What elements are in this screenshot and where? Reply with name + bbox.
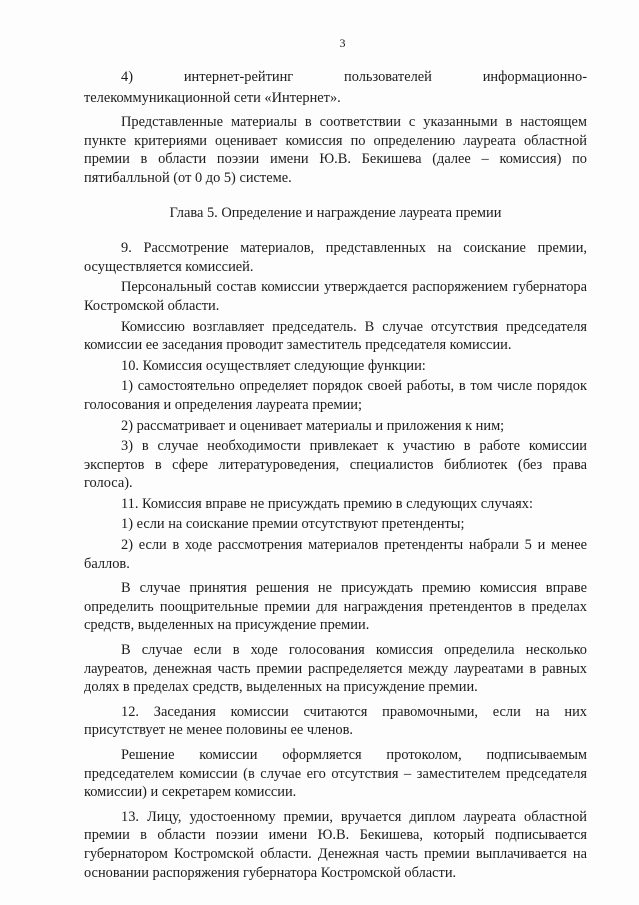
function-item-3: 3) в случае необходимости привлекает к участию в работе комиссии экспертов в сфере литературоведения, специалистов библиотек (без права голоса). xyxy=(84,438,587,492)
incentive-prizes-paragraph: В случае принятия решения не присуждать премию комиссия вправе определить поощрительные премии для награждения претендентов в пределах средств, выделенных на присуждение премии. xyxy=(84,580,587,634)
decision-protocol-paragraph: Решение комиссии оформляется протоколом, подписываемым председателем комиссии (в случае его отсутствия – заместителем председателя комиссии) и секретарем комиссии. xyxy=(84,747,587,801)
paragraph-11: 11. Комиссия вправе не присуждать премию в следующих случаях: xyxy=(121,495,533,512)
paragraph-13: 13. Лицу, удостоенному премии, вручается диплом лауреата областной премии в области поэзии имени Ю.В. Бекишева, который подписывается губернатором Костромской области. Денежная часть премии выплачивается на основании распоряжения губернатора Костромской области. xyxy=(84,808,587,881)
function-item-2: 2) рассматривает и оценивает материалы и приложения к ним; xyxy=(121,417,505,434)
criterion-item-4-continuation: телекоммуникационной сети «Интернет». xyxy=(84,89,341,106)
chapter-heading: Глава 5. Определение и награждение лауреата премии xyxy=(169,204,502,221)
refusal-case-1: 1) если на соискание премии отсутствуют претенденты; xyxy=(121,516,465,533)
paragraph-9: 9. Рассмотрение материалов, представленных на соискание премии, осуществляется комиссией. xyxy=(84,240,587,275)
refusal-case-2: 2) если в ходе рассмотрения материалов претенденты набрали 5 и менее баллов. xyxy=(84,537,587,572)
commission-composition-paragraph: Персональный состав комиссии утверждается распоряжением губернатора Костромской области. xyxy=(84,279,587,314)
function-item-1: 1) самостоятельно определяет порядок своей работы, в том числе порядок голосования и определения лауреата премии; xyxy=(84,378,587,413)
criterion-item-4: 4) интернет-рейтинг пользователей информационно- xyxy=(121,69,587,85)
multiple-laureates-paragraph: В случае если в ходе голосования комиссия определила несколько лауреатов, денежная часть премии распределяется между лауреатами в равных долях в пределах средств, выделенных на присуждение премии. xyxy=(84,642,587,696)
assessment-paragraph: Представленные материалы в соответствии с указанными в настоящем пункте критериями оценивает комиссия по определению лауреата областной премии в области поэзии имени Ю.В. Бекишева (далее – комиссия) по пятибалльной (от 0 до 5) системе. xyxy=(84,114,587,186)
commission-chair-paragraph: Комиссию возглавляет председатель. В случае отсутствия председателя комиссии ее заседания проводит заместитель председателя комиссии. xyxy=(84,318,587,354)
page-number: 3 xyxy=(339,36,346,50)
paragraph-12: 12. Заседания комиссии считаются правомочными, если на них присутствует не менее половины ее членов. xyxy=(84,703,587,739)
paragraph-10: 10. Комиссия осуществляет следующие функции: xyxy=(121,357,426,374)
